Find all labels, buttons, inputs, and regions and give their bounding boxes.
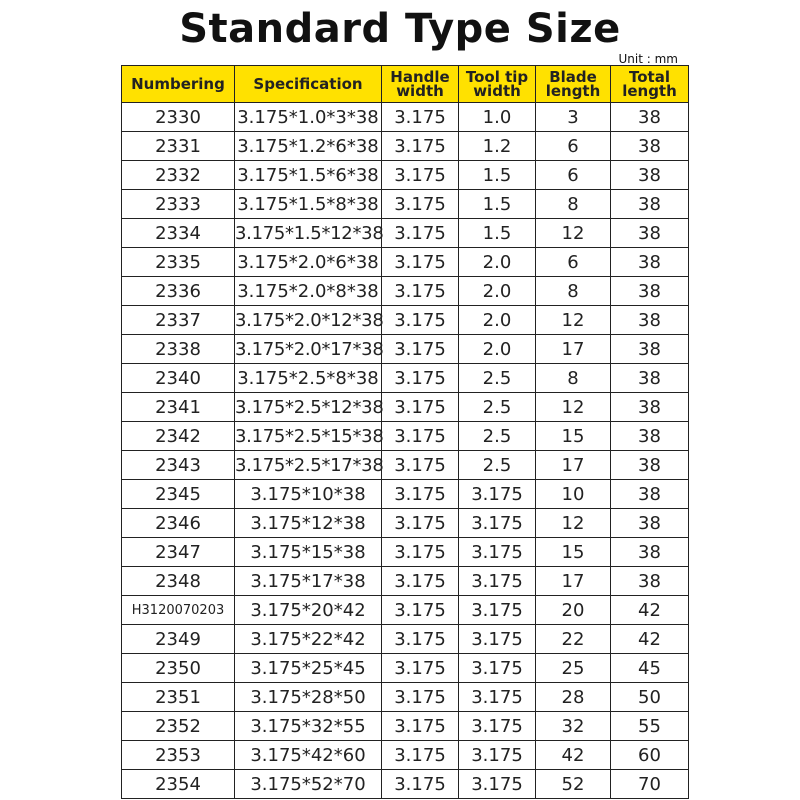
table-row [122,132,689,161]
total-length-cell: 38 [611,248,689,277]
handle-width-cell: 3.175 [382,770,459,799]
blade-length-cell: 17 [536,567,611,596]
blade-length-cell: 3 [536,103,611,132]
numbering-cell: 2335 [122,248,235,277]
table-row [122,538,689,567]
numbering-cell: 2346 [122,509,235,538]
specification-cell: 3.175*1.2*6*38 [235,132,382,161]
numbering-cell: 2334 [122,219,235,248]
table-row [122,596,689,625]
tool-tip-width-cell: 3.175 [459,770,536,799]
tool-tip-width-cell: 2.5 [459,364,536,393]
blade-length-cell: 8 [536,277,611,306]
table-row [122,712,689,741]
handle-width-cell: 3.175 [382,161,459,190]
table-row [122,741,689,770]
tool-tip-width-cell: 2.0 [459,277,536,306]
tool-tip-width-cell: 3.175 [459,538,536,567]
blade-length-cell: 12 [536,393,611,422]
size-table [121,65,689,799]
table-row [122,393,689,422]
header-specification: Specification [235,66,382,103]
tool-tip-width-cell: 2.0 [459,306,536,335]
tool-tip-width-cell: 3.175 [459,625,536,654]
specification-cell: 3.175*12*38 [235,509,382,538]
total-length-cell: 42 [611,625,689,654]
specification-cell: 3.175*28*50 [235,683,382,712]
handle-width-cell: 3.175 [382,741,459,770]
total-length-cell: 38 [611,451,689,480]
blade-length-cell: 10 [536,480,611,509]
tool-tip-width-cell: 1.5 [459,219,536,248]
tool-tip-width-cell: 3.175 [459,596,536,625]
tool-tip-width-cell: 3.175 [459,654,536,683]
total-length-cell: 50 [611,683,689,712]
total-length-cell: 38 [611,393,689,422]
handle-width-cell: 3.175 [382,393,459,422]
handle-width-cell: 3.175 [382,538,459,567]
blade-length-cell: 12 [536,306,611,335]
header-total-length: Total length [611,66,689,103]
total-length-cell: 38 [611,538,689,567]
tool-tip-width-cell: 3.175 [459,480,536,509]
specification-cell: 3.175*1.5*12*38 [235,219,382,248]
specification-cell: 3.175*2.0*8*38 [235,277,382,306]
numbering-cell: 2350 [122,654,235,683]
numbering-cell: 2342 [122,422,235,451]
header-handle-width: Handle width [382,66,459,103]
table-row [122,190,689,219]
numbering-cell: 2354 [122,770,235,799]
handle-width-cell: 3.175 [382,335,459,364]
numbering-cell: 2341 [122,393,235,422]
total-length-cell: 38 [611,567,689,596]
specification-cell: 3.175*2.0*6*38 [235,248,382,277]
table-row [122,306,689,335]
handle-width-cell: 3.175 [382,219,459,248]
tool-tip-width-cell: 1.2 [459,132,536,161]
specification-cell: 3.175*2.5*15*38 [235,422,382,451]
header-row [122,66,689,103]
specification-cell: 3.175*1.5*6*38 [235,161,382,190]
specification-cell: 3.175*52*70 [235,770,382,799]
tool-tip-width-cell: 1.0 [459,103,536,132]
specification-cell: 3.175*22*42 [235,625,382,654]
tool-tip-width-cell: 2.5 [459,451,536,480]
handle-width-cell: 3.175 [382,509,459,538]
numbering-cell: 2349 [122,625,235,654]
numbering-cell: 2330 [122,103,235,132]
blade-length-cell: 28 [536,683,611,712]
tool-tip-width-cell: 3.175 [459,683,536,712]
total-length-cell: 38 [611,422,689,451]
tool-tip-width-cell: 1.5 [459,161,536,190]
table-row [122,770,689,799]
blade-length-cell: 17 [536,335,611,364]
blade-length-cell: 52 [536,770,611,799]
numbering-cell: 2347 [122,538,235,567]
handle-width-cell: 3.175 [382,683,459,712]
total-length-cell: 38 [611,132,689,161]
blade-length-cell: 22 [536,625,611,654]
total-length-cell: 45 [611,654,689,683]
blade-length-cell: 12 [536,509,611,538]
numbering-cell: 2351 [122,683,235,712]
header-tool-tip-width: Tool tip width [459,66,536,103]
blade-length-cell: 8 [536,190,611,219]
total-length-cell: 38 [611,335,689,364]
blade-length-cell: 12 [536,219,611,248]
handle-width-cell: 3.175 [382,712,459,741]
handle-width-cell: 3.175 [382,451,459,480]
table-row [122,451,689,480]
numbering-cell: 2333 [122,190,235,219]
numbering-cell: 2343 [122,451,235,480]
tool-tip-width-cell: 1.5 [459,190,536,219]
specification-cell: 3.175*25*45 [235,654,382,683]
total-length-cell: 70 [611,770,689,799]
blade-length-cell: 6 [536,161,611,190]
total-length-cell: 38 [611,103,689,132]
numbering-cell: 2340 [122,364,235,393]
blade-length-cell: 15 [536,422,611,451]
specification-cell: 3.175*17*38 [235,567,382,596]
tool-tip-width-cell: 2.0 [459,335,536,364]
specification-cell: 3.175*1.5*8*38 [235,190,382,219]
handle-width-cell: 3.175 [382,567,459,596]
table-row [122,248,689,277]
table-row [122,509,689,538]
specification-cell: 3.175*1.0*3*38 [235,103,382,132]
numbering-cell: 2338 [122,335,235,364]
page-title: Standard Type Size [179,6,621,52]
total-length-cell: 60 [611,741,689,770]
table-row [122,625,689,654]
tool-tip-width-cell: 3.175 [459,741,536,770]
specification-cell: 3.175*10*38 [235,480,382,509]
table-row [122,103,689,132]
specification-cell: 3.175*15*38 [235,538,382,567]
blade-length-cell: 17 [536,451,611,480]
header-numbering: Numbering [122,66,235,103]
specification-cell: 3.175*20*42 [235,596,382,625]
tool-tip-width-cell: 3.175 [459,567,536,596]
numbering-cell: 2332 [122,161,235,190]
numbering-cell: 2345 [122,480,235,509]
tool-tip-width-cell: 3.175 [459,712,536,741]
specification-cell: 3.175*2.5*17*38 [235,451,382,480]
numbering-cell: 2348 [122,567,235,596]
specification-cell: 3.175*42*60 [235,741,382,770]
total-length-cell: 38 [611,190,689,219]
numbering-cell: 2337 [122,306,235,335]
handle-width-cell: 3.175 [382,480,459,509]
numbering-cell: 2352 [122,712,235,741]
handle-width-cell: 3.175 [382,306,459,335]
blade-length-cell: 25 [536,654,611,683]
blade-length-cell: 15 [536,538,611,567]
handle-width-cell: 3.175 [382,103,459,132]
table-row [122,161,689,190]
blade-length-cell: 8 [536,364,611,393]
blade-length-cell: 32 [536,712,611,741]
table-row [122,364,689,393]
table-row [122,567,689,596]
total-length-cell: 38 [611,306,689,335]
specification-cell: 3.175*2.0*12*38 [235,306,382,335]
total-length-cell: 38 [611,509,689,538]
table-row [122,277,689,306]
total-length-cell: 38 [611,161,689,190]
table-body [122,103,689,799]
specification-cell: 3.175*2.5*12*38 [235,393,382,422]
handle-width-cell: 3.175 [382,132,459,161]
handle-width-cell: 3.175 [382,596,459,625]
total-length-cell: 38 [611,480,689,509]
header-blade-length: Blade length [536,66,611,103]
specification-cell: 3.175*32*55 [235,712,382,741]
tool-tip-width-cell: 2.5 [459,422,536,451]
total-length-cell: 55 [611,712,689,741]
specification-cell: 3.175*2.0*17*38 [235,335,382,364]
numbering-cell: H3120070203 [122,596,235,625]
table-row [122,335,689,364]
handle-width-cell: 3.175 [382,248,459,277]
table-row [122,683,689,712]
numbering-cell: 2336 [122,277,235,306]
tool-tip-width-cell: 3.175 [459,509,536,538]
tool-tip-width-cell: 2.0 [459,248,536,277]
total-length-cell: 38 [611,277,689,306]
blade-length-cell: 42 [536,741,611,770]
handle-width-cell: 3.175 [382,654,459,683]
blade-length-cell: 6 [536,132,611,161]
handle-width-cell: 3.175 [382,625,459,654]
total-length-cell: 38 [611,364,689,393]
handle-width-cell: 3.175 [382,422,459,451]
handle-width-cell: 3.175 [382,277,459,306]
handle-width-cell: 3.175 [382,190,459,219]
blade-length-cell: 20 [536,596,611,625]
specification-cell: 3.175*2.5*8*38 [235,364,382,393]
handle-width-cell: 3.175 [382,364,459,393]
table-row [122,654,689,683]
blade-length-cell: 6 [536,248,611,277]
unit-label: Unit : mm [618,52,678,66]
numbering-cell: 2331 [122,132,235,161]
total-length-cell: 38 [611,219,689,248]
table-row [122,480,689,509]
numbering-cell: 2353 [122,741,235,770]
table-row [122,422,689,451]
total-length-cell: 42 [611,596,689,625]
table-row [122,219,689,248]
tool-tip-width-cell: 2.5 [459,393,536,422]
